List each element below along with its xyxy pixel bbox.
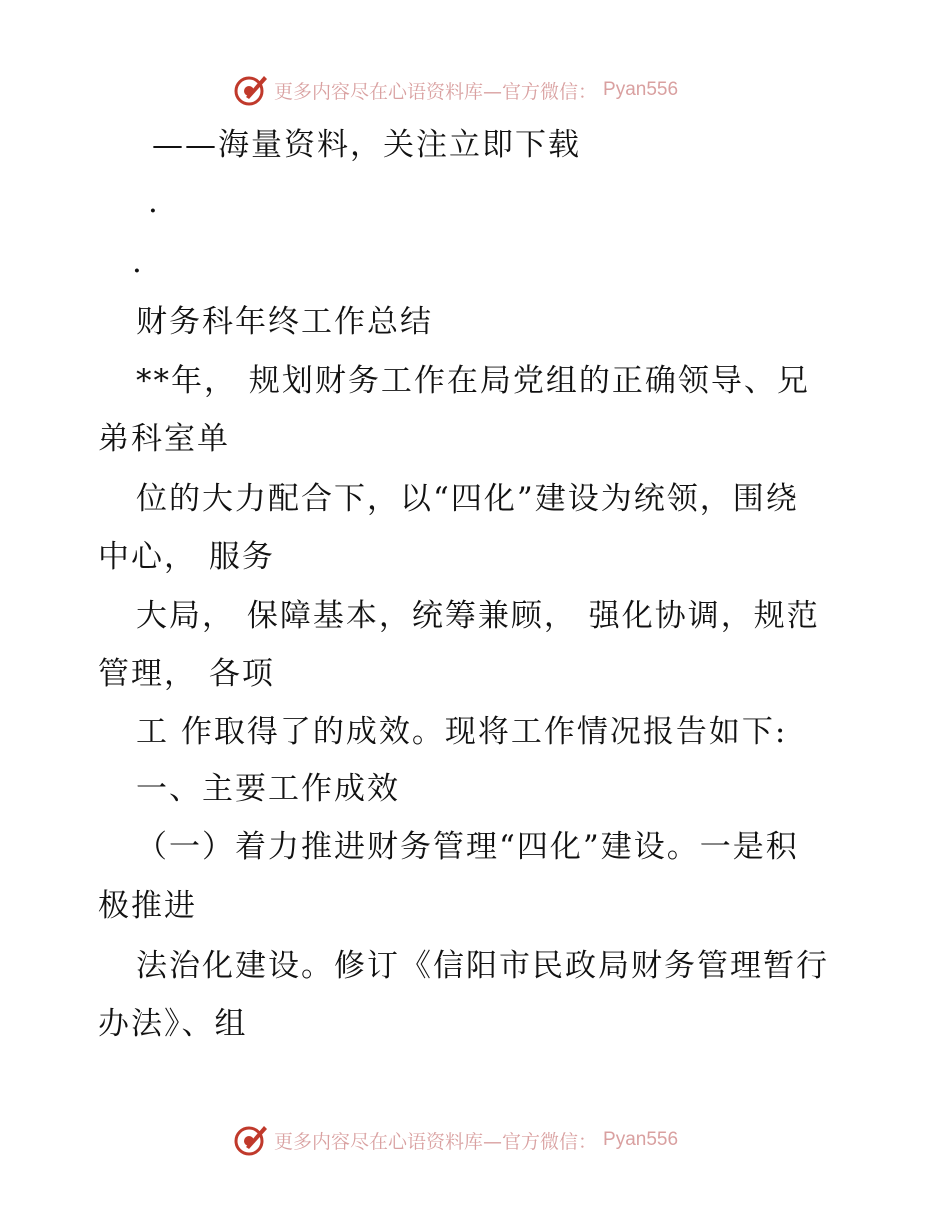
watermark-text: 更多内容尽在心语资料库—官方微信： [274,1130,598,1153]
text-line: **年， 规划财务工作在局党组的正确领导、兄 [136,363,810,399]
pen-logo-icon [234,73,268,107]
text-line: 工 作取得了的成效。现将工作情况报告如下: [136,714,788,750]
watermark-text: 更多内容尽在心语资料库—官方微信： [274,80,598,103]
text-line: 位的大力配合下，以“四化”建设为统领，围绕 [136,481,799,517]
text-line: 中心， 服务 [98,539,275,575]
text-line: · [132,253,144,289]
text-line: 大局， 保障基本，统筹兼顾， 强化协调，规范 [136,598,820,634]
text-line: 法治化建设。修订《信阳市民政局财务管理暂行 [136,948,829,984]
pen-logo-icon [234,1123,268,1157]
text-line: · [148,193,160,229]
heading: 财务科年终工作总结 [136,304,433,340]
text-line: ——海量资料，关注立即下载 [152,127,581,163]
section-heading: 一、主要工作成效 [136,771,400,807]
header-watermark [234,72,678,108]
text-line: 极推进 [98,888,197,924]
text-line: 办法》、组 [98,1006,248,1042]
footer-watermark [234,1122,678,1158]
text-line: 弟科室单 [98,421,230,457]
text-line: 管理， 各项 [98,656,275,692]
text-line: （一）着力推进财务管理“四化”建设。一是积 [136,829,799,865]
watermark-handle: Pyan556 [603,1129,679,1150]
watermark-handle: Pyan556 [603,79,679,100]
